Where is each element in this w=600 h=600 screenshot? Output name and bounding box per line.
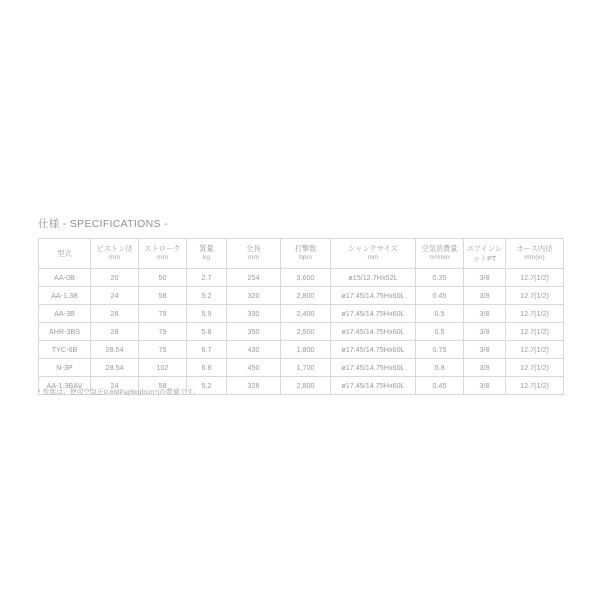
cell-overall-length: 350 bbox=[227, 323, 281, 341]
column-header-label: ストローク bbox=[144, 244, 181, 254]
column-header-label: ホース内径 bbox=[516, 244, 553, 254]
cell-overall-length: 320 bbox=[227, 287, 281, 305]
column-header-air-inlet bbox=[464, 239, 506, 269]
cell-air-inlet: 3/8 bbox=[464, 341, 506, 359]
specifications-table bbox=[38, 238, 564, 395]
cell-air-consumption: 0.45 bbox=[416, 287, 464, 305]
table-row bbox=[39, 305, 564, 323]
column-header-label: 打撃数 bbox=[294, 244, 317, 254]
cell-blow-rate: 2,800 bbox=[281, 287, 331, 305]
table-row bbox=[39, 341, 564, 359]
table-row bbox=[39, 287, 564, 305]
cell-weight: 5.8 bbox=[187, 323, 227, 341]
cell-piston-diameter: 28.54 bbox=[91, 359, 139, 377]
column-header-unit: mm(in) bbox=[524, 253, 545, 261]
cell-shank-size: ø17.45/14.75Hx60L bbox=[331, 377, 416, 395]
cell-hose-inner-diameter: 12.7(1/2) bbox=[506, 377, 564, 395]
cell-air-consumption: 0.8 bbox=[416, 359, 464, 377]
cell-air-consumption: 0.5 bbox=[416, 305, 464, 323]
cell-weight: 5.2 bbox=[187, 287, 227, 305]
cell-model: TYC-6B bbox=[39, 341, 91, 359]
column-header-label: 型式 bbox=[57, 248, 72, 258]
cell-blow-rate: 3,600 bbox=[281, 269, 331, 287]
cell-model: AHR-3BS bbox=[39, 323, 91, 341]
cell-shank-size: ø17.45/14.75Hx60L bbox=[331, 341, 416, 359]
cell-piston-diameter: 20 bbox=[91, 269, 139, 287]
cell-piston-diameter: 24 bbox=[91, 287, 139, 305]
cell-air-inlet: 3/8 bbox=[464, 323, 506, 341]
cell-shank-size: ø17.45/14.75Hx60L bbox=[331, 305, 416, 323]
cell-air-inlet: 3/8 bbox=[464, 359, 506, 377]
table-header bbox=[39, 239, 564, 269]
cell-shank-size: ø17.45/14.75Hx60L bbox=[331, 359, 416, 377]
cell-hose-inner-diameter: 12.7(1/2) bbox=[506, 269, 564, 287]
column-header-air-consumption bbox=[416, 239, 464, 269]
table-body bbox=[39, 269, 564, 395]
cell-air-consumption: 0.35 bbox=[416, 269, 464, 287]
cell-stroke: 75 bbox=[139, 341, 187, 359]
cell-model: AA-1.3BAV bbox=[39, 377, 91, 395]
footnote: * 性能は、使用空気圧0.6MPa(6kgf/cm²)の数値です。 bbox=[38, 389, 200, 396]
column-header-unit: kg bbox=[203, 253, 210, 261]
column-header-unit: mm bbox=[157, 253, 168, 261]
cell-piston-diameter: 24 bbox=[91, 377, 139, 395]
column-header-label: 空気消費量 bbox=[421, 244, 458, 254]
cell-overall-length: 328 bbox=[227, 377, 281, 395]
cell-hose-inner-diameter: 12.7(1/2) bbox=[506, 341, 564, 359]
column-header-weight bbox=[187, 239, 227, 269]
cell-overall-length: 330 bbox=[227, 305, 281, 323]
cell-stroke: 102 bbox=[139, 359, 187, 377]
column-header-label: ピストン径 bbox=[96, 244, 133, 254]
column-header-overall-length bbox=[227, 239, 281, 269]
cell-stroke: 79 bbox=[139, 323, 187, 341]
column-header-shank-size bbox=[331, 239, 416, 269]
column-header-label: エアインレットPT bbox=[466, 243, 503, 263]
cell-piston-diameter: 28 bbox=[91, 323, 139, 341]
cell-overall-length: 254 bbox=[227, 269, 281, 287]
column-header-unit: mm bbox=[248, 253, 259, 261]
cell-hose-inner-diameter: 12.7(1/2) bbox=[506, 323, 564, 341]
cell-hose-inner-diameter: 12.7(1/2) bbox=[506, 287, 564, 305]
cell-air-consumption: 0.45 bbox=[416, 377, 464, 395]
cell-shank-size: ø17.45/14.75Hx60L bbox=[331, 323, 416, 341]
cell-weight: 5.2 bbox=[187, 377, 227, 395]
cell-blow-rate: 2,400 bbox=[281, 305, 331, 323]
column-header-hose-inner-diameter bbox=[506, 239, 564, 269]
cell-shank-size: ø15/12.7Hx52L bbox=[331, 269, 416, 287]
cell-stroke: 79 bbox=[139, 305, 187, 323]
column-header-label: 質量 bbox=[199, 244, 214, 254]
cell-weight: 6.7 bbox=[187, 341, 227, 359]
cell-air-consumption: 0.5 bbox=[416, 323, 464, 341]
column-header-stroke bbox=[139, 239, 187, 269]
column-header-piston-diameter bbox=[91, 239, 139, 269]
cell-air-inlet: 3/8 bbox=[464, 269, 506, 287]
cell-weight: 5.9 bbox=[187, 305, 227, 323]
table-row bbox=[39, 323, 564, 341]
cell-blow-rate: 2,800 bbox=[281, 377, 331, 395]
column-header-label: 全長 bbox=[246, 244, 261, 254]
cell-stroke: 50 bbox=[139, 269, 187, 287]
cell-air-inlet: 3/8 bbox=[464, 377, 506, 395]
cell-stroke: 58 bbox=[139, 377, 187, 395]
column-header-unit: mm bbox=[109, 253, 120, 261]
table-header-row bbox=[39, 239, 564, 269]
cell-shank-size: ø17.45/14.75Hx60L bbox=[331, 287, 416, 305]
cell-model: AA-3B bbox=[39, 305, 91, 323]
cell-overall-length: 450 bbox=[227, 359, 281, 377]
column-header-blow-rate bbox=[281, 239, 331, 269]
cell-weight: 2.7 bbox=[187, 269, 227, 287]
cell-air-consumption: 0.75 bbox=[416, 341, 464, 359]
column-header-unit: mm bbox=[367, 253, 379, 261]
cell-hose-inner-diameter: 12.7(1/2) bbox=[506, 305, 564, 323]
page-title: 仕様 - SPECIFICATIONS - bbox=[38, 218, 168, 230]
cell-air-inlet: 3/8 bbox=[464, 287, 506, 305]
cell-weight: 6.8 bbox=[187, 359, 227, 377]
cell-air-inlet: 3/8 bbox=[464, 305, 506, 323]
cell-overall-length: 430 bbox=[227, 341, 281, 359]
cell-blow-rate: 2,500 bbox=[281, 323, 331, 341]
column-header-unit: m³/min bbox=[429, 253, 450, 261]
cell-model: AA-0B bbox=[39, 269, 91, 287]
cell-hose-inner-diameter: 12.7(1/2) bbox=[506, 359, 564, 377]
table-row bbox=[39, 269, 564, 287]
table-row bbox=[39, 359, 564, 377]
cell-piston-diameter: 28.54 bbox=[91, 341, 139, 359]
column-header-model bbox=[39, 239, 91, 269]
cell-stroke: 58 bbox=[139, 287, 187, 305]
cell-piston-diameter: 28 bbox=[91, 305, 139, 323]
cell-model: AA-1.3B bbox=[39, 287, 91, 305]
cell-blow-rate: 1,700 bbox=[281, 359, 331, 377]
specifications-block bbox=[38, 216, 563, 395]
column-header-unit: bpm bbox=[299, 253, 312, 261]
cell-model: N-3P bbox=[39, 359, 91, 377]
cell-blow-rate: 1,800 bbox=[281, 341, 331, 359]
column-header-label: シャンクサイズ bbox=[348, 244, 398, 254]
